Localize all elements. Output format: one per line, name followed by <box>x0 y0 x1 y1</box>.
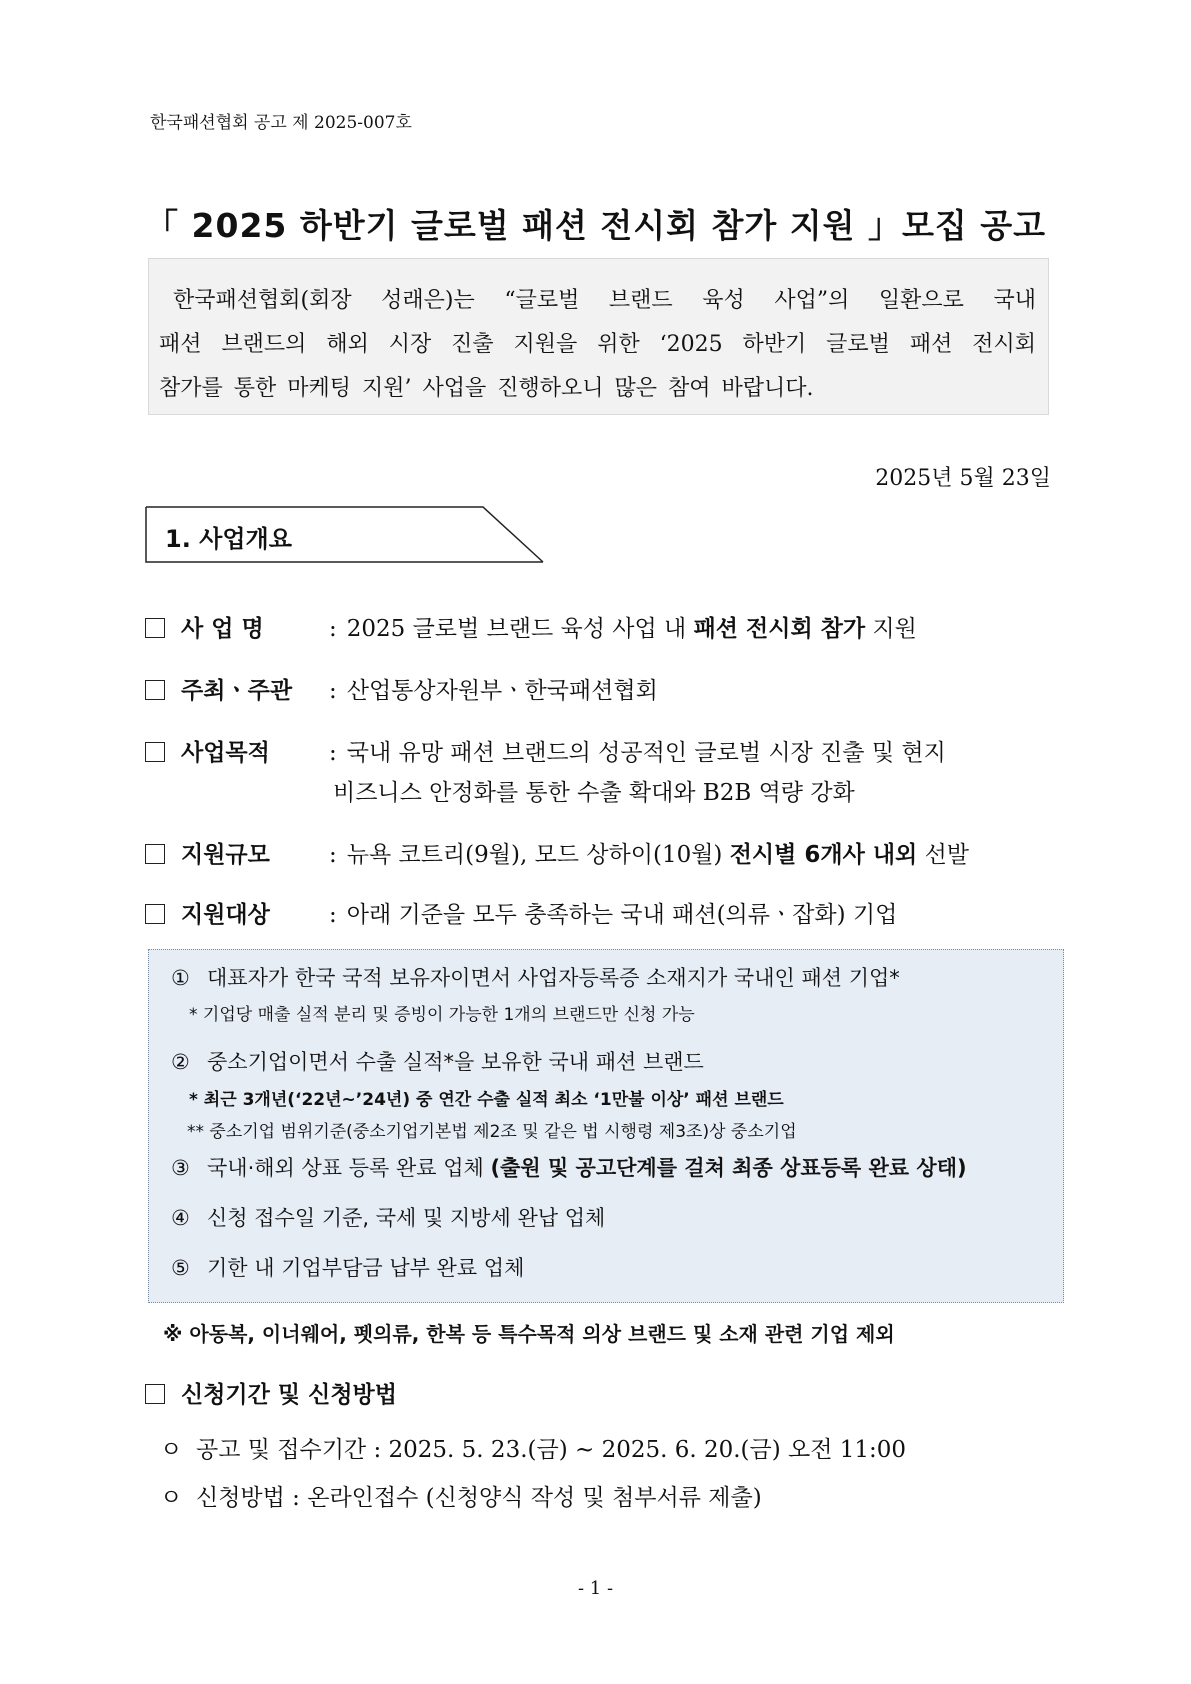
scale-row: 지원규모 : 뉴욕 코트리(9월), 모드 상하이(10월) 전시별 6개사 내외 선발 <box>145 836 969 869</box>
intro-line-3: 참가를 통한 마케팅 지원’ 사업을 진행하오니 많은 참여 바랍니다. <box>159 376 814 401</box>
application-heading: 신청기간 및 신청방법 <box>181 1382 397 1408</box>
document-title: 「 2025 하반기 글로벌 패션 전시회 참가 지원 」모집 공고 <box>145 206 1046 245</box>
intro-line-2: 패션 브랜드의 해외 시장 진출 지원을 위한 ‘2025 하반기 글로벌 패션 전시회 <box>159 332 1036 357</box>
target-row: 지원대상 : 아래 기준을 모두 충족하는 국내 패션(의류ㆍ잡화) 기업 <box>145 896 897 929</box>
application-method <box>160 1479 762 1512</box>
checkbox-icon <box>145 1384 165 1404</box>
bullet-icon: ㅇ <box>160 1437 183 1463</box>
criterion-1 <box>171 962 900 992</box>
project-name-value: 2025 글로벌 브랜드 육성 사업 내 <box>346 616 694 642</box>
purpose-value-line1: 국내 유망 패션 브랜드의 성공적인 글로벌 시장 진출 및 현지 <box>346 740 946 766</box>
application-period <box>160 1431 906 1464</box>
scale-value: 뉴욕 코트리(9월), 모드 상하이(10월) <box>346 842 730 868</box>
organizer-row: 주최ㆍ주관 : 산업통상자원부ㆍ한국패션협회 <box>145 672 658 705</box>
checkbox-icon <box>145 680 165 700</box>
criterion-number: ⑤ <box>171 1256 190 1280</box>
project-name-label: 사 업 명 <box>181 616 264 642</box>
scale-label: 지원규모 <box>181 842 270 868</box>
organizer-value: 산업통상자원부ㆍ한국패션협회 <box>346 678 658 704</box>
criterion-text: 기한 내 기업부담금 납부 완료 업체 <box>207 1256 525 1280</box>
criterion-text-bold: (출원 및 공고단계를 걸쳐 최종 상표등록 완료 상태) <box>490 1156 967 1180</box>
bullet-icon: ㅇ <box>160 1485 183 1511</box>
application-heading-row <box>145 1376 397 1409</box>
target-label: 지원대상 <box>181 902 270 928</box>
document-date: 2025년 5월 23일 <box>875 466 1051 491</box>
scale-highlight: 전시별 6개사 내외 <box>729 842 918 868</box>
criteria-box <box>148 949 1064 1303</box>
criterion-note-3: ** 중소기업 범위기준(중소기업기본법 제2조 및 같은 법 시행령 제3조)상 중소기업 <box>187 1122 797 1142</box>
criterion-text: 국내·해외 상표 등록 완료 업체 <box>207 1156 491 1180</box>
notice-number: 한국패션협회 공고 제 2025-007호 <box>150 113 412 133</box>
project-name-suffix: 지원 <box>865 616 917 642</box>
criterion-4 <box>171 1202 605 1232</box>
intro-line-1: 한국패션협회(회장 성래은)는 “글로벌 브랜드 육성 사업”의 일환으로 국내 <box>173 288 1036 313</box>
target-value: 아래 기준을 모두 충족하는 국내 패션(의류ㆍ잡화) 기업 <box>346 902 898 928</box>
criterion-number: ① <box>171 966 190 990</box>
page-number: - 1 - <box>577 1578 614 1599</box>
criterion-text: 신청 접수일 기준, 국세 및 지방세 완납 업체 <box>207 1206 606 1230</box>
checkbox-icon <box>145 742 165 762</box>
application-method-text: 신청방법 : 온라인접수 (신청양식 작성 및 첨부서류 제출) <box>196 1485 762 1511</box>
criterion-text: 대표자가 한국 국적 보유자이면서 사업자등록증 소재지가 국내인 패션 기업* <box>207 966 900 990</box>
project-name-highlight: 패션 전시회 참가 <box>693 616 866 642</box>
purpose-value-line2: 비즈니스 안정화를 통한 수출 확대와 B2B 역량 강화 <box>333 780 855 806</box>
exclusion-note: ※ 아동복, 이너웨어, 펫의류, 한복 등 특수목적 의상 브랜드 및 소재 관련 기업 제외 <box>163 1322 895 1346</box>
project-name-row: 사 업 명 : 2025 글로벌 브랜드 육성 사업 내 패션 전시회 참가 지원 <box>145 610 917 643</box>
criterion-number: ② <box>171 1050 190 1074</box>
criterion-note-1: * 기업당 매출 실적 분리 및 증빙이 가능한 1개의 브랜드만 신청 가능 <box>189 1005 695 1025</box>
criterion-number: ③ <box>171 1156 190 1180</box>
purpose-row: 사업목적 : 국내 유망 패션 브랜드의 성공적인 글로벌 시장 진출 및 현지 <box>145 734 946 767</box>
section-title: 1. 사업개요 <box>165 525 292 553</box>
checkbox-icon <box>145 618 165 638</box>
section-header <box>145 506 545 564</box>
criterion-3 <box>171 1152 967 1182</box>
organizer-label: 주최ㆍ주관 <box>181 678 293 704</box>
criterion-note-2: * 최근 3개년(‘22년~’24년) 중 연간 수출 실적 최소 ‘1만불 이상’ 패션 브랜드 <box>189 1090 784 1110</box>
criterion-5 <box>171 1252 524 1282</box>
purpose-label: 사업목적 <box>181 740 270 766</box>
intro-box <box>148 258 1049 415</box>
criterion-text: 중소기업이면서 수출 실적*을 보유한 국내 패션 브랜드 <box>207 1050 704 1074</box>
criterion-number: ④ <box>171 1206 190 1230</box>
checkbox-icon <box>145 904 165 924</box>
scale-suffix: 선발 <box>917 842 970 868</box>
checkbox-icon <box>145 844 165 864</box>
application-period-text: 공고 및 접수기간 : 2025. 5. 23.(금) ~ 2025. 6. 20.(금) 오전 11:00 <box>196 1437 907 1463</box>
criterion-2 <box>171 1046 704 1076</box>
